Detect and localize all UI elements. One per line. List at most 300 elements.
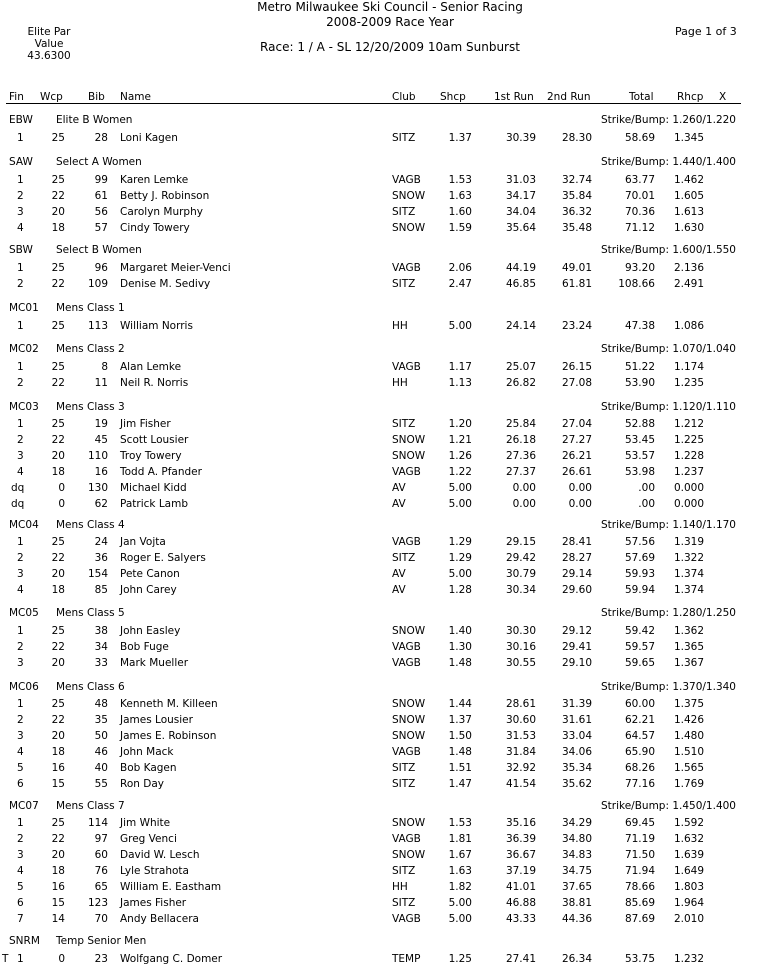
cell-total: 53.57 <box>624 450 655 462</box>
cell-name: John Carey <box>120 584 177 596</box>
table-row <box>0 205 780 219</box>
cell-wcp: 15 <box>51 778 65 790</box>
cell-fin: 3 <box>17 206 24 218</box>
cell-wcp: 18 <box>51 746 65 758</box>
group-name: Mens Class 1 <box>56 302 125 314</box>
cell-wcp: 15 <box>51 897 65 909</box>
cell-wcp: 16 <box>51 881 65 893</box>
cell-run2: 32.74 <box>561 174 592 186</box>
cell-name: Patrick Lamb <box>120 498 189 510</box>
cell-rhcp: 2.010 <box>673 913 704 925</box>
cell-bib: 40 <box>94 762 108 774</box>
cell-wcp: 18 <box>51 466 65 478</box>
cell-run1: 29.15 <box>505 536 536 548</box>
cell-shcp: 5.00 <box>448 913 472 925</box>
group-code: MC02 <box>9 343 39 355</box>
cell-club: SNOW <box>392 849 426 861</box>
cell-run2: 29.60 <box>561 584 592 596</box>
cell-fin: 3 <box>17 568 24 580</box>
cell-total: 68.26 <box>624 762 655 774</box>
cell-run2: 49.01 <box>561 262 592 274</box>
cell-shcp: 2.47 <box>448 278 472 290</box>
group-header <box>0 342 780 356</box>
strike-bump: Strike/Bump: 1.120/1.110 <box>600 401 736 413</box>
group-name: Mens Class 6 <box>56 681 125 693</box>
group-header <box>0 518 780 532</box>
table-row <box>0 880 780 894</box>
cell-wcp: 22 <box>51 714 65 726</box>
cell-rhcp: 1.374 <box>673 584 704 596</box>
group-code: MC07 <box>9 800 39 812</box>
cell-wcp: 25 <box>51 132 65 144</box>
cell-club: HH <box>392 377 408 389</box>
cell-total: 53.45 <box>624 434 655 446</box>
cell-run1: 41.54 <box>505 778 536 790</box>
cell-name: Todd A. Pfander <box>120 466 202 478</box>
group-code: MC03 <box>9 401 39 413</box>
table-row <box>0 761 780 775</box>
cell-bib: 123 <box>87 897 108 909</box>
cell-club: VAGB <box>392 641 421 653</box>
cell-shcp: 1.67 <box>448 849 472 861</box>
cell-club: SITZ <box>392 865 416 877</box>
group-code: MC05 <box>9 607 39 619</box>
group-header <box>0 680 780 694</box>
cell-name: Lyle Strahota <box>120 865 189 877</box>
strike-bump: Strike/Bump: 1.440/1.400 <box>600 156 736 168</box>
cell-rhcp: 1.510 <box>673 746 704 758</box>
group-name: Mens Class 5 <box>56 607 125 619</box>
cell-total: 70.01 <box>624 190 655 202</box>
cell-name: Cindy Towery <box>120 222 190 234</box>
group-code: MC04 <box>9 519 39 531</box>
cell-bib: 8 <box>101 361 108 373</box>
cell-total: 59.57 <box>624 641 655 653</box>
cell-wcp: 20 <box>51 206 65 218</box>
cell-shcp: 1.63 <box>448 865 472 877</box>
cell-total: 77.16 <box>624 778 655 790</box>
cell-fin: 4 <box>17 746 24 758</box>
cell-fin: 4 <box>17 865 24 877</box>
cell-fin: 3 <box>17 849 24 861</box>
cell-run1: 30.55 <box>505 657 536 669</box>
cell-run2: 34.83 <box>561 849 592 861</box>
cell-club: VAGB <box>392 174 421 186</box>
cell-name: William E. Eastham <box>120 881 222 893</box>
group-header <box>0 113 780 127</box>
cell-club: SNOW <box>392 698 426 710</box>
cell-wcp: 25 <box>51 174 65 186</box>
cell-run1: 29.42 <box>505 552 536 564</box>
cell-total: .00 <box>638 482 655 494</box>
col-x: X <box>719 91 727 103</box>
cell-club: SITZ <box>392 762 416 774</box>
cell-club: AV <box>392 482 406 494</box>
cell-club: SNOW <box>392 222 426 234</box>
cell-fin: 1 <box>17 418 24 430</box>
cell-club: HH <box>392 320 408 332</box>
cell-total: 87.69 <box>624 913 655 925</box>
cell-bib: 130 <box>87 482 108 494</box>
cell-run1: 30.39 <box>505 132 536 144</box>
cell-run1: 25.07 <box>505 361 536 373</box>
cell-club: SNOW <box>392 730 426 742</box>
strike-bump: Strike/Bump: 1.370/1.340 <box>600 681 736 693</box>
report-title: Metro Milwaukee Ski Council - Senior Racing <box>257 0 523 14</box>
cell-rhcp: 1.365 <box>673 641 704 653</box>
table-row <box>0 173 780 187</box>
cell-rhcp: 1.592 <box>673 817 704 829</box>
cell-rhcp: 1.769 <box>673 778 704 790</box>
cell-bib: 76 <box>94 865 108 877</box>
table-row <box>0 551 780 565</box>
cell-rhcp: 2.136 <box>673 262 704 274</box>
cell-bib: 45 <box>94 434 108 446</box>
cell-club: TEMP <box>392 953 421 965</box>
cell-name: Neil R. Norris <box>120 377 189 389</box>
cell-fin: 2 <box>17 641 24 653</box>
col-wcp: Wcp <box>40 91 63 103</box>
group-name: Mens Class 3 <box>56 401 125 413</box>
cell-name: Alan Lemke <box>120 361 182 373</box>
cell-run2: 35.34 <box>561 762 592 774</box>
cell-bib: 65 <box>94 881 108 893</box>
cell-fin: 2 <box>17 190 24 202</box>
cell-total: 71.12 <box>624 222 655 234</box>
table-row <box>0 131 780 145</box>
cell-name: Bob Kagen <box>120 762 177 774</box>
cell-run1: 41.01 <box>505 881 536 893</box>
cell-shcp: 1.29 <box>448 552 472 564</box>
col-rhcp: Rhcp <box>677 91 704 103</box>
cell-club: SITZ <box>392 206 416 218</box>
cell-bib: 61 <box>94 190 108 202</box>
cell-wcp: 16 <box>51 762 65 774</box>
cell-club: HH <box>392 881 408 893</box>
cell-run2: 35.84 <box>561 190 592 202</box>
cell-wcp: 0 <box>58 482 65 494</box>
group-header <box>0 243 780 257</box>
elite-par-label: Elite Par <box>27 26 71 38</box>
table-row <box>0 832 780 846</box>
table-row <box>0 697 780 711</box>
cell-shcp: 1.22 <box>448 466 472 478</box>
cell-run1: 0.00 <box>512 482 536 494</box>
cell-name: Betty J. Robinson <box>120 190 210 202</box>
cell-rhcp: 1.632 <box>673 833 704 845</box>
cell-name: Wolfgang C. Domer <box>120 953 223 965</box>
cell-club: VAGB <box>392 833 421 845</box>
cell-rhcp: 1.174 <box>673 361 704 373</box>
cell-bib: 48 <box>94 698 108 710</box>
table-row <box>0 417 780 431</box>
cell-shcp: 1.44 <box>448 698 472 710</box>
cell-rhcp: 0.000 <box>673 498 704 510</box>
cell-shcp: 1.81 <box>448 833 472 845</box>
cell-name: Margaret Meier-Venci <box>120 262 231 274</box>
cell-wcp: 22 <box>51 641 65 653</box>
cell-total: 47.38 <box>624 320 655 332</box>
cell-total: 51.22 <box>624 361 655 373</box>
cell-run1: 27.41 <box>505 953 536 965</box>
cell-rhcp: 1.086 <box>673 320 704 332</box>
cell-fin: 1 <box>17 320 24 332</box>
cell-run2: 31.61 <box>561 714 592 726</box>
elite-par-value: 43.6300 <box>27 50 71 62</box>
table-row <box>0 745 780 759</box>
strike-bump: Strike/Bump: 1.600/1.550 <box>600 244 736 256</box>
cell-fin: 1 <box>17 174 24 186</box>
cell-run2: 26.15 <box>561 361 592 373</box>
cell-club: SITZ <box>392 552 416 564</box>
cell-club: SNOW <box>392 817 426 829</box>
cell-shcp: 1.25 <box>448 953 472 965</box>
race-year: 2008-2009 Race Year <box>326 15 454 29</box>
cell-name: Carolyn Murphy <box>120 206 203 218</box>
cell-rhcp: 1.225 <box>673 434 704 446</box>
cell-wcp: 20 <box>51 450 65 462</box>
cell-wcp: 20 <box>51 849 65 861</box>
cell-rhcp: 1.605 <box>673 190 704 202</box>
cell-rhcp: 1.237 <box>673 466 704 478</box>
cell-total: 60.00 <box>624 698 655 710</box>
cell-name: Jim Fisher <box>120 418 171 430</box>
group-name: Select A Women <box>56 156 142 168</box>
cell-run1: 35.64 <box>505 222 536 234</box>
cell-total: 62.21 <box>624 714 655 726</box>
table-row <box>0 449 780 463</box>
table-row <box>0 777 780 791</box>
cell-wcp: 0 <box>58 498 65 510</box>
group-code: MC01 <box>9 302 39 314</box>
page-indicator: Page 1 of 3 <box>675 25 737 38</box>
cell-shcp: 1.50 <box>448 730 472 742</box>
cell-bib: 24 <box>94 536 108 548</box>
col-club: Club <box>392 91 416 103</box>
cell-wcp: 22 <box>51 190 65 202</box>
cell-club: VAGB <box>392 361 421 373</box>
group-name: Elite B Women <box>56 114 133 126</box>
cell-rhcp: 1.426 <box>673 714 704 726</box>
cell-club: SNOW <box>392 434 426 446</box>
cell-shcp: 1.30 <box>448 641 472 653</box>
cell-fin: 2 <box>17 552 24 564</box>
cell-bib: 85 <box>94 584 108 596</box>
cell-name: Kenneth M. Killeen <box>120 698 218 710</box>
cell-name: Denise M. Sedivy <box>120 278 211 290</box>
cell-total: 53.98 <box>624 466 655 478</box>
cell-total: 58.69 <box>624 132 655 144</box>
cell-bib: 97 <box>94 833 108 845</box>
cell-shcp: 1.53 <box>448 174 472 186</box>
cell-total: 93.20 <box>624 262 655 274</box>
cell-club: SNOW <box>392 450 426 462</box>
table-row <box>0 713 780 727</box>
cell-shcp: 1.28 <box>448 584 472 596</box>
cell-fin: 1 <box>17 132 24 144</box>
cell-run2: 38.81 <box>561 897 592 909</box>
table-row <box>0 624 780 638</box>
group-name: Temp Senior Men <box>56 935 147 947</box>
cell-run2: 0.00 <box>568 498 592 510</box>
cell-club: SITZ <box>392 418 416 430</box>
strike-bump: Strike/Bump: 1.260/1.220 <box>600 114 736 126</box>
cell-run2: 26.34 <box>561 953 592 965</box>
cell-shcp: 1.48 <box>448 746 472 758</box>
cell-run1: 37.19 <box>505 865 536 877</box>
cell-bib: 46 <box>94 746 108 758</box>
table-row <box>0 277 780 291</box>
cell-run2: 27.08 <box>561 377 592 389</box>
table-row <box>0 481 780 495</box>
cell-bib: 114 <box>87 817 108 829</box>
table-row <box>0 848 780 862</box>
cell-fin: 5 <box>17 881 24 893</box>
cell-bib: 34 <box>94 641 108 653</box>
col-bib: Bib <box>88 91 105 103</box>
group-name: Select B Women <box>56 244 142 256</box>
cell-bib: 154 <box>87 568 108 580</box>
group-code: EBW <box>9 114 33 126</box>
group-code: MC06 <box>9 681 39 693</box>
cell-total: 59.42 <box>624 625 655 637</box>
cell-club: SITZ <box>392 778 416 790</box>
cell-shcp: 5.00 <box>448 320 472 332</box>
cell-name: Michael Kidd <box>120 482 187 494</box>
cell-club: AV <box>392 568 406 580</box>
group-name: Mens Class 2 <box>56 343 125 355</box>
cell-run1: 30.34 <box>505 584 536 596</box>
cell-rhcp: 1.639 <box>673 849 704 861</box>
cell-total: 78.66 <box>624 881 655 893</box>
cell-fin: 4 <box>17 222 24 234</box>
cell-total: 57.69 <box>624 552 655 564</box>
cell-fin: dq <box>11 482 25 494</box>
cell-wcp: 25 <box>51 418 65 430</box>
cell-name: Pete Canon <box>120 568 180 580</box>
cell-fin: 4 <box>17 466 24 478</box>
table-row <box>0 864 780 878</box>
cell-run1: 28.61 <box>505 698 536 710</box>
cell-bib: 23 <box>94 953 108 965</box>
col-run2: 2nd Run <box>547 91 591 103</box>
cell-name: Greg Venci <box>120 833 177 845</box>
cell-total: 59.94 <box>624 584 655 596</box>
cell-fin: 5 <box>17 762 24 774</box>
table-row <box>0 912 780 926</box>
cell-bib: 62 <box>94 498 108 510</box>
cell-run2: 34.06 <box>561 746 592 758</box>
cell-shcp: 1.59 <box>448 222 472 234</box>
cell-bib: 57 <box>94 222 108 234</box>
cell-rhcp: 1.235 <box>673 377 704 389</box>
cell-club: VAGB <box>392 746 421 758</box>
cell-bib: 19 <box>94 418 108 430</box>
cell-run2: 23.24 <box>561 320 592 332</box>
group-name: Mens Class 4 <box>56 519 125 531</box>
cell-wcp: 18 <box>51 865 65 877</box>
cell-run2: 34.29 <box>561 817 592 829</box>
cell-run2: 34.80 <box>561 833 592 845</box>
col-run1: 1st Run <box>494 91 534 103</box>
cell-run2: 35.62 <box>561 778 592 790</box>
cell-club: VAGB <box>392 913 421 925</box>
cell-club: VAGB <box>392 536 421 548</box>
cell-club: AV <box>392 584 406 596</box>
cell-fin: 2 <box>17 714 24 726</box>
table-row <box>0 319 780 333</box>
table-row <box>0 567 780 581</box>
group-header <box>0 155 780 169</box>
cell-shcp: 1.37 <box>448 132 472 144</box>
group-name: Mens Class 7 <box>56 800 125 812</box>
cell-total: 70.36 <box>624 206 655 218</box>
cell-run1: 25.84 <box>505 418 536 430</box>
cell-wcp: 25 <box>51 262 65 274</box>
cell-run2: 29.12 <box>561 625 592 637</box>
cell-fin: 1 <box>17 262 24 274</box>
cell-shcp: 1.63 <box>448 190 472 202</box>
cell-fin: 4 <box>17 584 24 596</box>
cell-wcp: 25 <box>51 817 65 829</box>
row-flag: T <box>2 953 9 965</box>
cell-run2: 26.21 <box>561 450 592 462</box>
cell-name: Karen Lemke <box>120 174 189 186</box>
group-header <box>0 606 780 620</box>
cell-name: James Lousier <box>120 714 193 726</box>
cell-rhcp: 1.345 <box>673 132 704 144</box>
cell-fin: 2 <box>17 434 24 446</box>
cell-shcp: 2.06 <box>448 262 472 274</box>
group-header <box>0 301 780 315</box>
cell-rhcp: 0.000 <box>673 482 704 494</box>
cell-bib: 50 <box>94 730 108 742</box>
cell-shcp: 1.37 <box>448 714 472 726</box>
cell-total: 71.50 <box>624 849 655 861</box>
cell-name: Andy Bellacera <box>120 913 199 925</box>
table-row <box>0 433 780 447</box>
cell-bib: 99 <box>94 174 108 186</box>
cell-run1: 34.04 <box>505 206 536 218</box>
cell-run2: 44.36 <box>561 913 592 925</box>
cell-wcp: 20 <box>51 730 65 742</box>
cell-run1: 31.84 <box>505 746 536 758</box>
cell-run1: 43.33 <box>505 913 536 925</box>
cell-name: James Fisher <box>120 897 187 909</box>
table-row <box>0 465 780 479</box>
cell-run1: 0.00 <box>512 498 536 510</box>
cell-run2: 28.30 <box>561 132 592 144</box>
cell-bib: 11 <box>94 377 108 389</box>
cell-wcp: 20 <box>51 568 65 580</box>
cell-run1: 34.17 <box>505 190 536 202</box>
cell-shcp: 1.82 <box>448 881 472 893</box>
table-row <box>0 376 780 390</box>
cell-fin: 6 <box>17 897 24 909</box>
cell-shcp: 1.17 <box>448 361 472 373</box>
cell-rhcp: 1.362 <box>673 625 704 637</box>
cell-bib: 60 <box>94 849 108 861</box>
table-row <box>0 360 780 374</box>
group-code: SAW <box>9 156 33 168</box>
cell-name: Jan Vojta <box>120 536 166 548</box>
cell-bib: 38 <box>94 625 108 637</box>
cell-wcp: 25 <box>51 361 65 373</box>
cell-run2: 35.48 <box>561 222 592 234</box>
cell-wcp: 18 <box>51 222 65 234</box>
cell-name: Jim White <box>120 817 171 829</box>
cell-total: .00 <box>638 498 655 510</box>
